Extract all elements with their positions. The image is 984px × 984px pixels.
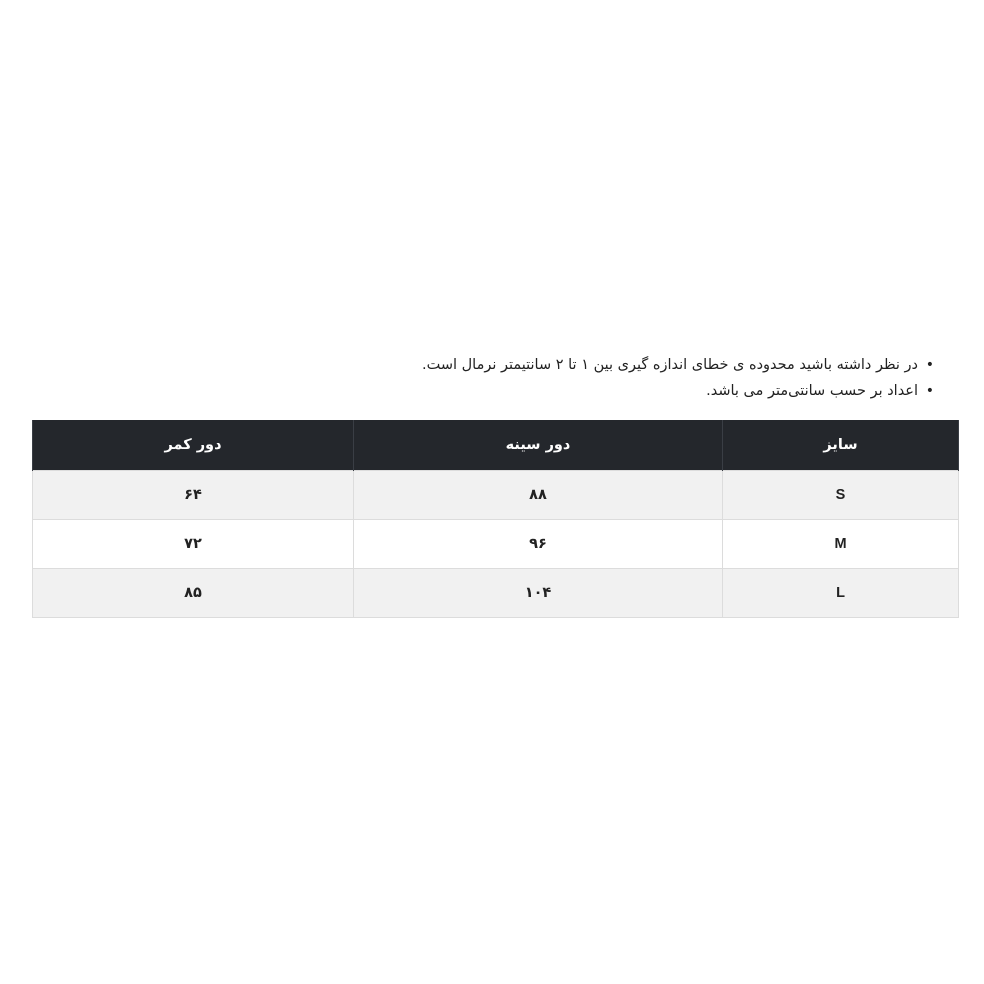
header-size: سایز xyxy=(723,420,959,471)
cell-waist: ۶۴ xyxy=(33,471,354,520)
cell-waist: ۸۵ xyxy=(33,569,354,618)
header-chest: دور سینه xyxy=(354,420,723,471)
notes-list xyxy=(238,352,938,404)
size-chart-table xyxy=(32,420,959,618)
table-row xyxy=(33,471,959,520)
table-row xyxy=(33,569,959,618)
cell-chest: ۱۰۴ xyxy=(354,569,723,618)
cell-chest: ۸۸ xyxy=(354,471,723,520)
header-waist: دور کمر xyxy=(33,420,354,471)
cell-chest: ۹۶ xyxy=(354,520,723,569)
note-text: در نظر داشته باشید محدوده ی خطای اندازه گیری بین ۱ تا ۲ سانتیمتر نرمال است. xyxy=(421,357,918,373)
note-item xyxy=(238,352,938,378)
cell-size: L xyxy=(723,569,959,618)
cell-size: M xyxy=(723,520,959,569)
table-row xyxy=(33,520,959,569)
cell-size: S xyxy=(723,471,959,520)
bullet-icon: • xyxy=(925,383,934,399)
cell-waist: ۷۲ xyxy=(33,520,354,569)
table-header-row xyxy=(33,420,959,471)
note-text: اعداد بر حسب سانتی‌متر می باشد. xyxy=(706,383,918,399)
note-item xyxy=(238,378,938,404)
bullet-icon: • xyxy=(925,357,934,373)
